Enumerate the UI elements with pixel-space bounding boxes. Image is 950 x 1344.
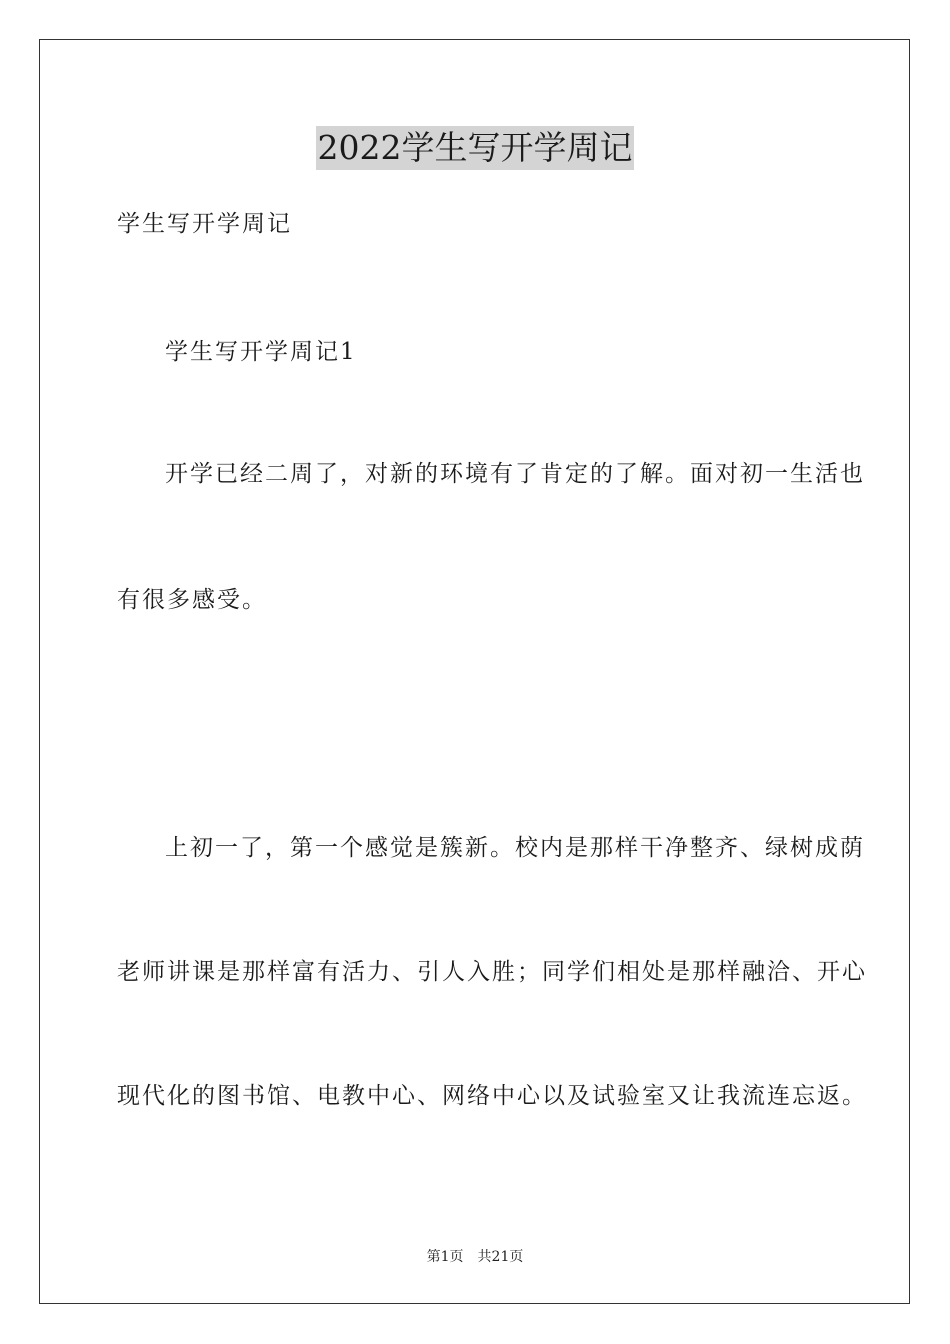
document-title-block [0, 126, 950, 170]
document-title: 2022学生写开学周记 [316, 126, 635, 170]
document-subtitle: 学生写开学周记 [117, 211, 292, 237]
page-footer: 第1页 共21页 [426, 1249, 524, 1265]
section-heading: 学生写开学周记1 [165, 339, 357, 365]
paragraph-line: 上初一了，第一个感觉是簇新。校内是那样干净整齐、绿树成荫 [165, 835, 865, 861]
paragraph-line: 开学已经二周了，对新的环境有了肯定的了解。面对初一生活也 [165, 461, 865, 487]
paragraph-line: 老师讲课是那样富有活力、引人入胜；同学们相处是那样融洽、开心 [117, 959, 867, 985]
paragraph-line: 现代化的图书馆、电教中心、网络中心以及试验室又让我流连忘返。 [117, 1083, 867, 1109]
paragraph-line: 有很多感受。 [117, 587, 267, 613]
